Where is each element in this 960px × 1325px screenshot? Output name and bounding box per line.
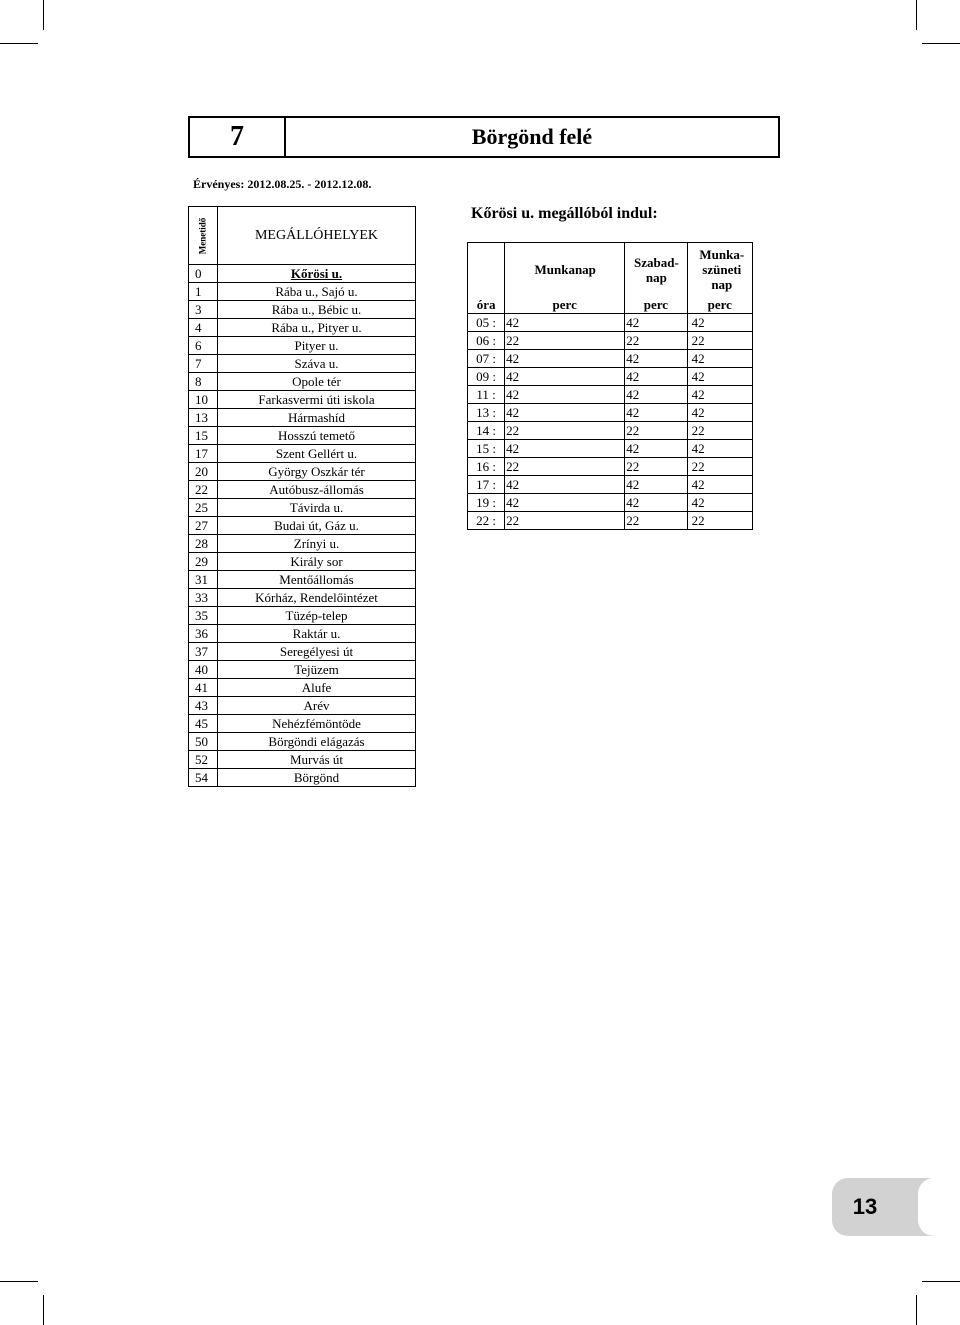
stop-name: Rába u., Pityer u. — [218, 319, 416, 337]
stop-minutes: 27 — [189, 517, 218, 535]
saturday-minute: 22 — [625, 422, 687, 440]
stop-name: Raktár u. — [218, 625, 416, 643]
stop-name: Opole tér — [218, 373, 416, 391]
stop-name: Börgöndi elágazás — [218, 733, 416, 751]
workday-minute: 42 — [505, 386, 625, 404]
stop-name: Tüzép-telep — [218, 607, 416, 625]
page-tab-cutout — [918, 1178, 960, 1236]
stop-row — [189, 499, 416, 517]
page-number: 13 — [852, 1194, 878, 1219]
departure-row — [468, 512, 753, 530]
page-tab — [832, 1178, 960, 1236]
stop-name: Autóbusz-állomás — [218, 481, 416, 499]
departure-hour: 13 : — [468, 404, 505, 422]
departure-row — [468, 476, 753, 494]
workday-minute: 42 — [505, 368, 625, 386]
crop-mark — [0, 43, 38, 44]
stop-row — [189, 481, 416, 499]
departures-table — [467, 242, 753, 530]
saturday-unit: perc — [625, 296, 687, 314]
departure-hour: 16 : — [468, 458, 505, 476]
stop-name: Hosszú temető — [218, 427, 416, 445]
stop-name: Szent Gellért u. — [218, 445, 416, 463]
stop-minutes: 1 — [189, 283, 218, 301]
stop-name: György Oszkár tér — [218, 463, 416, 481]
stop-name: Király sor — [218, 553, 416, 571]
route-number: 7 — [190, 118, 286, 156]
stop-minutes: 8 — [189, 373, 218, 391]
workday-header-label: Munkanap — [534, 262, 596, 277]
holiday-minute: 42 — [687, 440, 752, 458]
departure-row — [468, 368, 753, 386]
saturday-minute: 42 — [625, 404, 687, 422]
holiday-minute: 22 — [687, 422, 752, 440]
holiday-minute: 42 — [687, 386, 752, 404]
stop-row — [189, 715, 416, 733]
stops-table — [188, 206, 416, 787]
departure-hour: 05 : — [468, 314, 505, 332]
workday-minute: 22 — [505, 512, 625, 530]
stop-name: Budai út, Gáz u. — [218, 517, 416, 535]
stop-name: Murvás út — [218, 751, 416, 769]
stop-minutes: 15 — [189, 427, 218, 445]
departure-hour: 14 : — [468, 422, 505, 440]
departures-body — [468, 314, 753, 530]
stop-minutes: 4 — [189, 319, 218, 337]
stop-minutes: 41 — [189, 679, 218, 697]
workday-minute: 22 — [505, 422, 625, 440]
crop-mark — [43, 1295, 44, 1325]
stop-row — [189, 625, 416, 643]
workday-minute: 42 — [505, 494, 625, 512]
stop-minutes: 36 — [189, 625, 218, 643]
holiday-header — [687, 243, 752, 297]
holiday-unit: perc — [687, 296, 752, 314]
stop-name: Pityer u. — [218, 337, 416, 355]
stop-row — [189, 355, 416, 373]
stop-minutes: 35 — [189, 607, 218, 625]
stop-minutes: 25 — [189, 499, 218, 517]
crop-mark — [922, 1281, 960, 1282]
stop-name: Nehézfémöntöde — [218, 715, 416, 733]
departure-row — [468, 440, 753, 458]
departure-row — [468, 314, 753, 332]
departure-row — [468, 386, 753, 404]
stop-minutes: 0 — [189, 265, 218, 283]
departure-row — [468, 494, 753, 512]
stop-minutes: 6 — [189, 337, 218, 355]
workday-minute: 42 — [505, 476, 625, 494]
stop-row — [189, 607, 416, 625]
stop-minutes: 52 — [189, 751, 218, 769]
stop-row — [189, 517, 416, 535]
saturday-minute: 22 — [625, 512, 687, 530]
crop-mark — [0, 1281, 38, 1282]
holiday-minute: 42 — [687, 368, 752, 386]
holiday-header-line1: Munka- — [699, 247, 745, 262]
workday-minute: 42 — [505, 314, 625, 332]
stop-row — [189, 535, 416, 553]
workday-minute: 42 — [505, 404, 625, 422]
departure-row — [468, 422, 753, 440]
departure-hour: 07 : — [468, 350, 505, 368]
departure-hour: 19 : — [468, 494, 505, 512]
holiday-minute: 42 — [687, 494, 752, 512]
holiday-minute: 42 — [687, 476, 752, 494]
saturday-header-line1: Szabad- — [634, 254, 679, 270]
saturday-minute: 42 — [625, 440, 687, 458]
minutes-header — [189, 207, 218, 265]
stop-row — [189, 337, 416, 355]
crop-mark — [916, 0, 917, 30]
stop-row — [189, 571, 416, 589]
stop-name: Rába u., Bébic u. — [218, 301, 416, 319]
workday-minute: 42 — [505, 440, 625, 458]
validity-text: Érvényes: 2012.08.25. - 2012.12.08. — [193, 177, 372, 191]
stop-minutes: 10 — [189, 391, 218, 409]
stops-body — [189, 265, 416, 787]
stop-row — [189, 589, 416, 607]
stop-minutes: 31 — [189, 571, 218, 589]
stop-minutes: 33 — [189, 589, 218, 607]
departure-row — [468, 350, 753, 368]
stop-row — [189, 427, 416, 445]
stops-header: MEGÁLLÓHELYEK — [218, 207, 416, 265]
stop-row — [189, 643, 416, 661]
holiday-minute: 22 — [687, 458, 752, 476]
stop-name: Seregélyesi út — [218, 643, 416, 661]
stop-name: Zrínyi u. — [218, 535, 416, 553]
departure-row — [468, 332, 753, 350]
holiday-minute: 22 — [687, 332, 752, 350]
stop-row — [189, 373, 416, 391]
minutes-header-label: Menetidő — [197, 217, 208, 254]
stop-name: Hármashíd — [218, 409, 416, 427]
saturday-minute: 22 — [625, 332, 687, 350]
stop-row — [189, 445, 416, 463]
stop-minutes: 13 — [189, 409, 218, 427]
holiday-header-line3: nap — [711, 277, 733, 292]
crop-mark — [916, 1295, 917, 1325]
workday-unit: perc — [505, 296, 625, 314]
hour-header-blank — [468, 243, 505, 297]
departure-hour: 09 : — [468, 368, 505, 386]
workday-header — [505, 243, 625, 297]
departure-hour: 11 : — [468, 386, 505, 404]
stop-minutes: 29 — [189, 553, 218, 571]
workday-minute: 42 — [505, 350, 625, 368]
saturday-minute: 42 — [625, 314, 687, 332]
stop-name: Távirda u. — [218, 499, 416, 517]
stop-name: Tejüzem — [218, 661, 416, 679]
stop-row — [189, 391, 416, 409]
stop-row — [189, 319, 416, 337]
stop-name: Kőrösi u. — [218, 265, 416, 283]
holiday-minute: 42 — [687, 404, 752, 422]
stop-name: Kórház, Rendelőintézet — [218, 589, 416, 607]
stop-minutes: 20 — [189, 463, 218, 481]
stop-row — [189, 553, 416, 571]
stop-minutes: 43 — [189, 697, 218, 715]
holiday-minute: 42 — [687, 314, 752, 332]
stop-minutes: 37 — [189, 643, 218, 661]
holiday-header-line2: szüneti — [702, 262, 742, 277]
stop-row — [189, 301, 416, 319]
stop-row — [189, 769, 416, 787]
stop-row — [189, 733, 416, 751]
stop-minutes: 22 — [189, 481, 218, 499]
saturday-minute: 42 — [625, 476, 687, 494]
departure-hour: 06 : — [468, 332, 505, 350]
departures-title: Kőrösi u. megállóból indul: — [471, 205, 658, 222]
stop-minutes: 28 — [189, 535, 218, 553]
saturday-minute: 22 — [625, 458, 687, 476]
stop-row — [189, 679, 416, 697]
hour-unit: óra — [468, 296, 505, 314]
route-direction: Börgönd felé — [471, 124, 593, 149]
holiday-minute: 22 — [687, 512, 752, 530]
departure-hour: 15 : — [468, 440, 505, 458]
saturday-minute: 42 — [625, 350, 687, 368]
stop-name: Száva u. — [218, 355, 416, 373]
saturday-minute: 42 — [625, 386, 687, 404]
stop-row — [189, 409, 416, 427]
workday-minute: 22 — [505, 458, 625, 476]
stop-row — [189, 661, 416, 679]
stop-name: Arév — [218, 697, 416, 715]
stop-minutes: 7 — [189, 355, 218, 373]
stop-name: Börgönd — [218, 769, 416, 787]
stop-name: Alufe — [218, 679, 416, 697]
saturday-minute: 42 — [625, 368, 687, 386]
stop-minutes: 17 — [189, 445, 218, 463]
saturday-minute: 42 — [625, 494, 687, 512]
stop-minutes: 40 — [189, 661, 218, 679]
departure-hour: 22 : — [468, 512, 505, 530]
stop-minutes: 3 — [189, 301, 218, 319]
holiday-minute: 42 — [687, 350, 752, 368]
stop-minutes: 54 — [189, 769, 218, 787]
crop-mark — [922, 43, 960, 44]
stop-row — [189, 283, 416, 301]
stop-name: Rába u., Sajó u. — [218, 283, 416, 301]
departure-hour: 17 : — [468, 476, 505, 494]
stop-minutes: 45 — [189, 715, 218, 733]
stop-row — [189, 265, 416, 283]
saturday-header-line2: nap — [645, 269, 667, 285]
stop-minutes: 50 — [189, 733, 218, 751]
saturday-header — [625, 243, 687, 297]
departure-row — [468, 404, 753, 422]
stop-name: Farkasvermi úti iskola — [218, 391, 416, 409]
stop-name: Mentőállomás — [218, 571, 416, 589]
stop-row — [189, 751, 416, 769]
stop-row — [189, 697, 416, 715]
departure-row — [468, 458, 753, 476]
crop-mark — [43, 0, 44, 30]
route-header — [188, 116, 780, 158]
workday-minute: 22 — [505, 332, 625, 350]
stop-row — [189, 463, 416, 481]
